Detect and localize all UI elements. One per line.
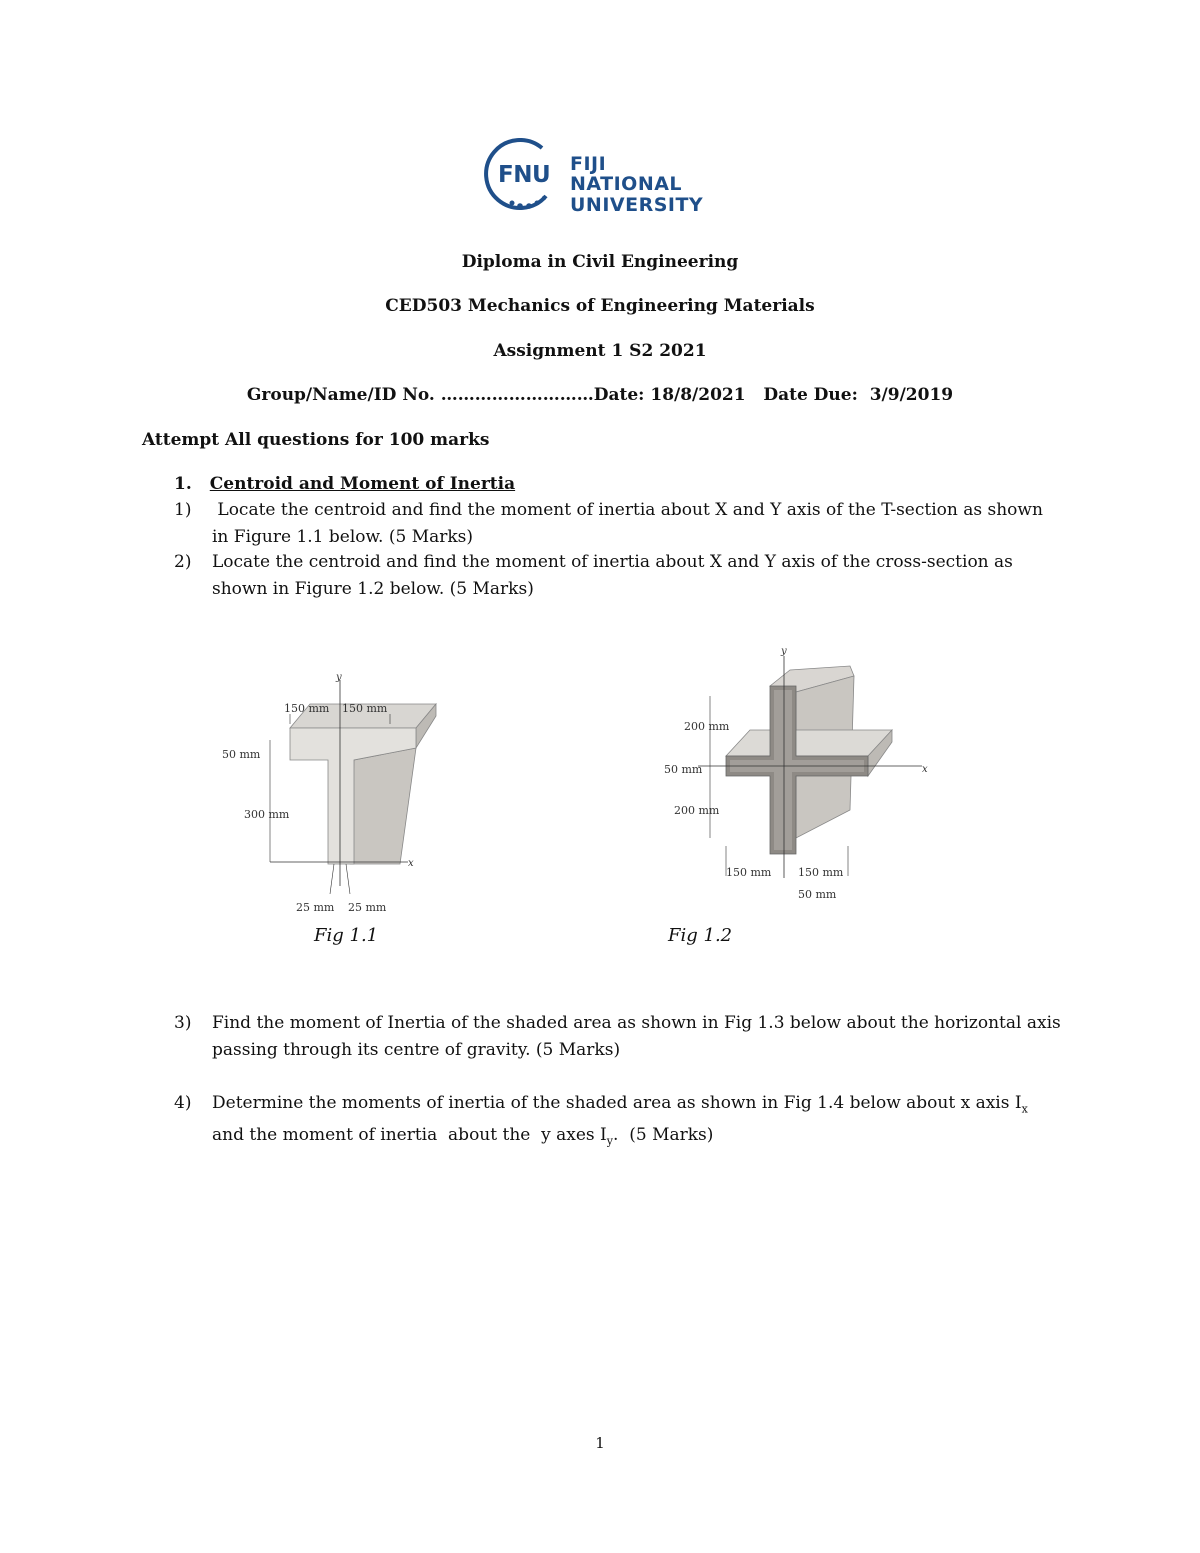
course-title: CED503 Mechanics of Engineering Materials	[385, 296, 815, 316]
fig1-dim-bottom-right: 25 mm	[348, 901, 387, 914]
fig2-dim-lower: 200 mm	[674, 804, 720, 817]
question-text: Find the moment of Inertia of the shaded area as shown in Fig 1.3 below about the horizontal axis passing through its centre of gravity. (5 Marks)	[212, 1013, 1061, 1060]
fig1-axis-x-label: x	[408, 858, 414, 869]
fig1-dim-top-left: 150 mm	[284, 702, 330, 715]
figure-1-2-caption: Fig 1.2	[668, 925, 733, 946]
fig1-dim-flange: 50 mm	[222, 748, 261, 761]
figure-1-1	[218, 668, 448, 918]
question-number: 1)	[174, 500, 192, 520]
fig1-dim-web: 300 mm	[244, 808, 290, 821]
info-line: Group/Name/ID No. ………………………Date: 18/8/2021 Date Due: 3/9/2019	[246, 385, 954, 405]
section-title: Centroid and Moment of Inertia	[209, 474, 516, 494]
question-text-part: Determine the moments of inertia of the shaded area as shown in Fig 1.4 below about x axis I	[212, 1093, 1022, 1113]
question-text: Locate the centroid and find the moment of inertia about X and Y axis of the T-section as shown in Figure 1.1 below. (5 Marks)	[212, 500, 1049, 547]
question-text-part: . (5 Marks)	[613, 1125, 714, 1146]
fig1-axis-y-label: y	[336, 672, 342, 683]
question-text: Locate the centroid and find the moment of inertia about X and Y axis of the cross-section as shown in Figure 1.2 below. (5 Marks)	[212, 552, 1013, 599]
instructions: Attempt All questions for 100 marks	[142, 430, 490, 450]
figure-1-2	[658, 642, 938, 904]
assignment-title: Assignment 1 S2 2021	[493, 341, 707, 361]
section-number: 1.	[174, 474, 192, 494]
fig2-dim-bottom-right: 150 mm	[798, 866, 844, 879]
logo-wordmark	[570, 154, 724, 216]
question-text-part: and the moment of inertia about the y axes I	[212, 1093, 1034, 1146]
fig2-axis-y-label: y	[781, 646, 787, 657]
fig2-axis-x-label: x	[922, 764, 928, 775]
logo-letters: FNU	[498, 162, 551, 188]
section-heading	[174, 474, 515, 494]
fig2-dim-mid: 50 mm	[664, 763, 703, 776]
question-number: 2)	[174, 552, 192, 572]
figure-1-1-caption: Fig 1.1	[314, 925, 379, 946]
fig1-dim-top-right: 150 mm	[342, 702, 388, 715]
fig2-dim-web: 50 mm	[798, 888, 837, 901]
fig2-dim-upper: 200 mm	[684, 720, 730, 733]
subscript-y: y	[606, 1134, 613, 1148]
question-number: 3)	[174, 1013, 192, 1033]
page-number: 1	[595, 1434, 605, 1452]
fnu-logo	[484, 138, 724, 214]
question-number: 4)	[174, 1093, 192, 1113]
question-text	[212, 1090, 1062, 1155]
program-title: Diploma in Civil Engineering	[461, 252, 739, 272]
subscript-x: x	[1021, 1102, 1028, 1116]
fig2-dim-bottom-left: 150 mm	[726, 866, 772, 879]
logo-line-2: UNIVERSITY	[570, 194, 704, 216]
logo-line-1: FIJI NATIONAL	[570, 153, 683, 195]
fig1-dim-bottom-left: 25 mm	[296, 901, 335, 914]
